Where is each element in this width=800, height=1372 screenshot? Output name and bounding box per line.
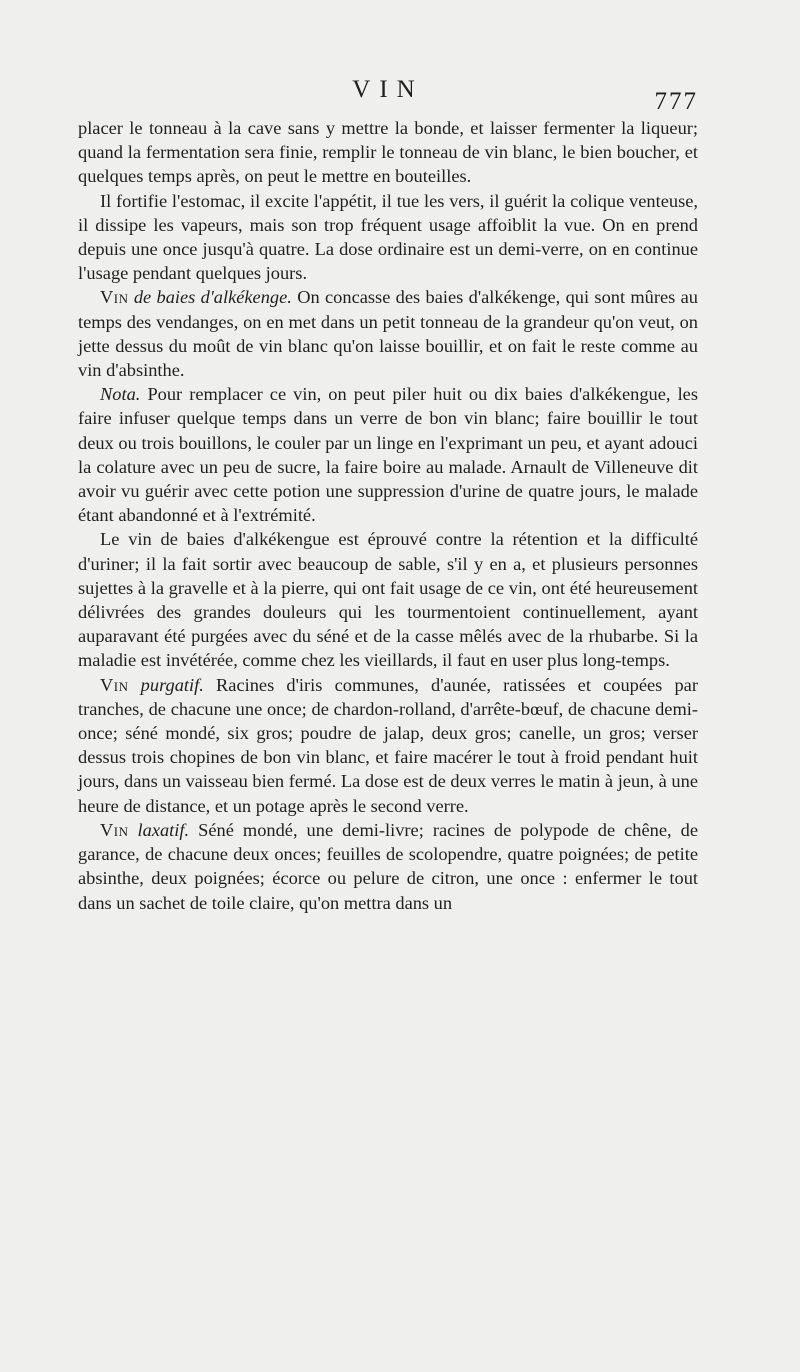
entry-subheading: laxatif. bbox=[137, 819, 190, 840]
paragraph-vin-laxatif bbox=[78, 818, 698, 915]
paragraph-5 bbox=[78, 527, 698, 672]
paragraph-text: Le vin de baies d'alkékengue est éprouvé contre la rétention et la difficulté d'uriner; il la fait sortir avec beaucoup de sable, s'il y en a, et plusieurs personnes sujettes à la gravelle et à la pierre, qui ont fait usage de ce vin, ont été heureusement délivrées des grandes douleurs qui les tourmentoient continuellement, ayant auparavant été purgées avec du séné et de la casse mêlés avec de la rhubarbe. Si la maladie est invétérée, comme chez les vieillards, il faut en user plus long-temps. bbox=[78, 529, 698, 671]
page-number: 777 bbox=[654, 88, 698, 115]
paragraph-text: On concasse des baies d'alkékenge, qui sont mûres au temps des vendanges, on en met dans un petit tonneau de la grandeur qu'on veut, on jette dessus du moût de vin blanc qu'on laisse bouillir, et on fait le reste comme au vin d'absinthe. bbox=[78, 287, 699, 381]
paragraph-vin-purgatif bbox=[78, 673, 698, 818]
entry-heading: Vin bbox=[100, 674, 129, 695]
nota-label: Nota. bbox=[100, 384, 141, 405]
paragraph-text: Il fortifie l'estomac, il excite l'appétit, il tue les vers, il guérit la colique venteuse, il dissipe les vapeurs, mais son trop fréquent usage affoiblit la vue. On en prend depuis une once jusqu'à quatre. La dose ordinaire est un demi-verre, on en continue l'usage pendant quelques jours. bbox=[78, 190, 698, 284]
paragraph-text: Pour remplacer ce vin, on peut piler huit ou dix baies d'alkékengue, les faire infuser quelque temps dans un verre de bon vin blanc; faire bouillir le tout deux ou trois bouillons, le couler par un linge en l'exprimant un peu, et ayant adouci la colature avec un peu de sucre, la faire boire au malade. Arnault de Villeneuve dit avoir vu guérir avec cette potion une suppression d'urine de quatre jours, le malade étant abandonné et à l'extrémité. bbox=[78, 384, 698, 526]
body-text bbox=[78, 116, 698, 915]
paragraph-text: Séné mondé, une demi-livre; racines de polypode de chêne, de garance, de chacune deux onces; feuilles de scolopendre, quatre poignées; de petite absinthe, deux poignées; écorce ou pelure de citron, une once : enfermer le tout dans un sachet de toile claire, qu'on mettra dans un bbox=[78, 819, 698, 913]
paragraph-1 bbox=[78, 116, 698, 189]
entry-heading: Vin bbox=[100, 287, 129, 308]
paragraph-text: placer le tonneau à la cave sans y mettre la bonde, et laisser fermenter la liqueur; quand la fermentation sera finie, remplir le tonneau de vin blanc, le bien boucher, et quelques temps après, on peut le mettre en bouteilles. bbox=[78, 118, 698, 187]
paragraph-text: Racines d'iris communes, d'aunée, ratissées et coupées par tranches, de chacune une once; de chardon-rolland, d'arrête-bœuf, de chacune demi-once; séné mondé, six gros; poudre de jalap, deux gros; canelle, un gros; verser dessus trois chopines de bon vin blanc, et faire macérer le tout à froid pendant huit jours, dans un vaisseau bien fermé. La dose est de deux verres le matin à jeun, à une heure de distance, et un potage après le second verre. bbox=[78, 674, 698, 816]
paragraph-2 bbox=[78, 189, 698, 286]
entry-subheading: purgatif. bbox=[140, 674, 204, 695]
entry-heading: Vin bbox=[100, 819, 129, 840]
paragraph-vin-alkekenge bbox=[78, 285, 698, 382]
page-header bbox=[78, 74, 698, 114]
paragraph-nota bbox=[78, 382, 698, 527]
entry-subheading: de baies d'alkékenge. bbox=[133, 287, 292, 308]
running-head: VIN bbox=[352, 76, 424, 103]
